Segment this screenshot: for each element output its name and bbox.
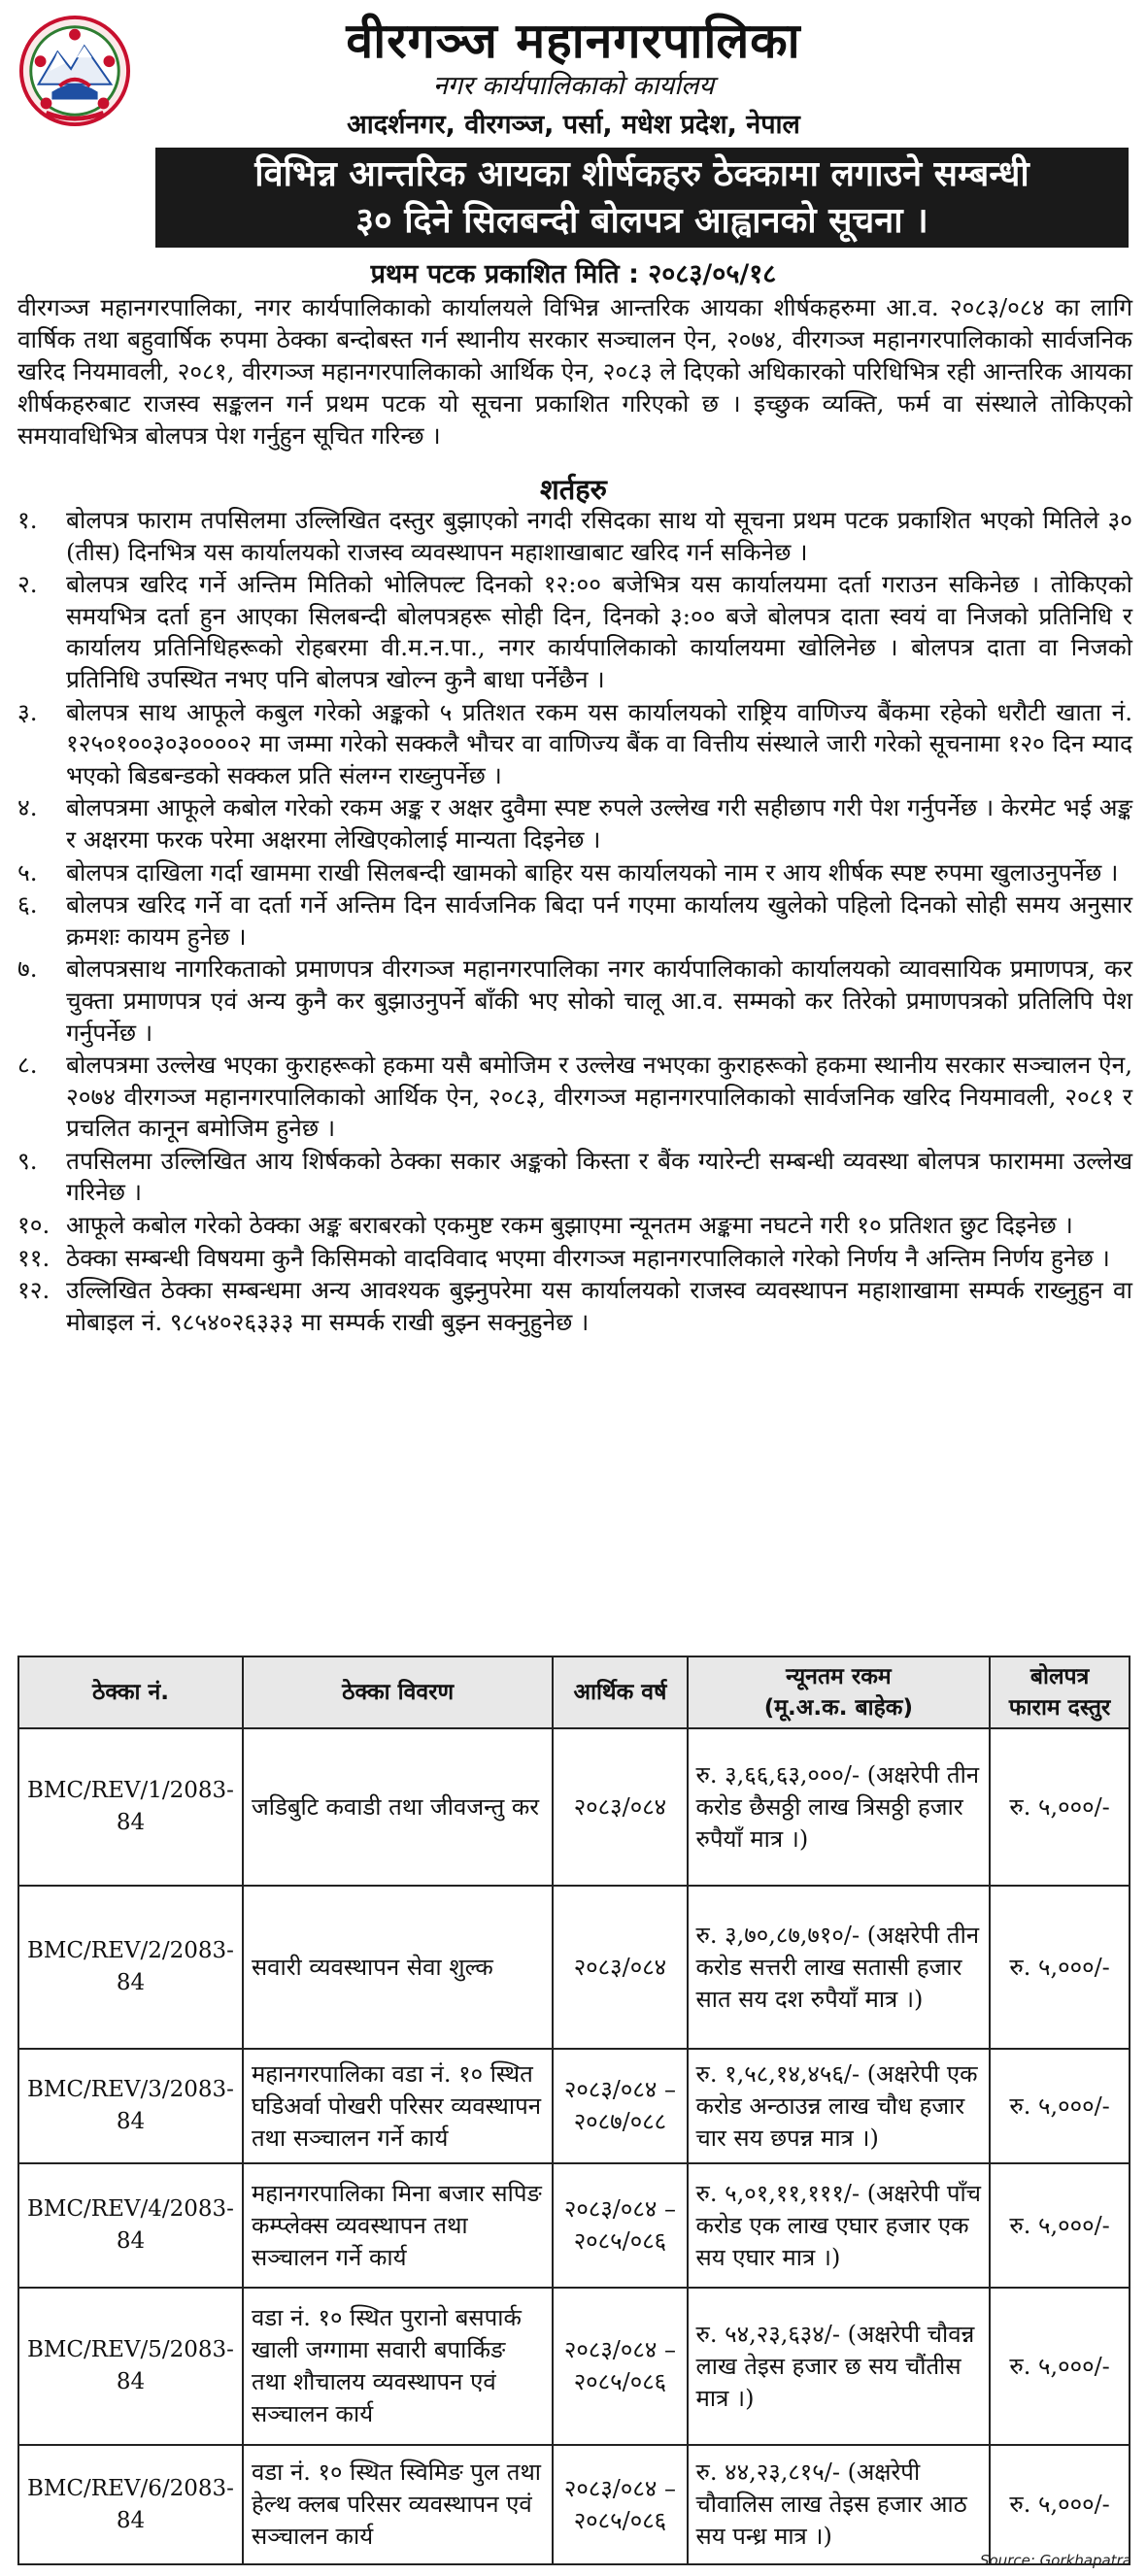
condition-number: ४. (17, 793, 38, 822)
min-amount: रु. १,५८,१४,४५६/- (अक्षरेपी एक करोड अन्ठाउन्न लाख चौध हजार चार सय छपन्न मात्र ।) (688, 2049, 991, 2163)
form-fee: रु. ५,०००/- (990, 2288, 1130, 2445)
min-amount: रु. ४४,२३,८१५/- (अक्षरेपी चौवालिस लाख तेइस हजार आठ सय पन्ध्र मात्र ।) (688, 2445, 991, 2564)
header-min-amount-line-2: (मू.अ.क. बाहेक) (763, 1695, 913, 1721)
form-fee: रु. ५,०००/- (990, 1886, 1130, 2049)
condition-item (17, 1050, 1132, 1145)
condition-item (17, 857, 1132, 889)
contract-no: BMC/REV/5/2083-84 (18, 2288, 243, 2445)
condition-number: ८. (17, 1051, 38, 1080)
form-fee: रु. ५,०००/- (990, 1728, 1130, 1886)
form-fee: रु. ५,०००/- (990, 2445, 1130, 2564)
conditions-list (17, 505, 1132, 1339)
condition-number: ११. (17, 1243, 51, 1272)
header-form-fee-line-1: बोलपत्र (1029, 1664, 1090, 1689)
condition-text: बोलपत्रमा आफूले कबोल गरेको रकम अङ्क र अक्षर दुवैमा स्पष्ट रुपले उल्लेख गरी सहीछाप गरी पेश गर्नुपर्नेछ । केरमेट भई अङ्क र अक्षरमा फरक परेमा अक्षरमा लेखिएकोलाई मान्यता दिइनेछ । (66, 793, 1132, 853)
contract-no: BMC/REV/2/2083-84 (18, 1886, 243, 2049)
contract-no: BMC/REV/3/2083-84 (18, 2049, 243, 2163)
condition-item (17, 1210, 1132, 1242)
condition-text: बोलपत्रमा उल्लेख भएका कुराहरूको हकमा यसै बमोजिम र उल्लेख नभएका कुराहरूको हकमा स्थानीय सरकार सञ्चालन ऐन, २०७४ वीरगञ्ज महानगरपालिकाको आर्थिक ऐन, २०८३, वीरगञ्ज महानगरपालिकाको सार्वजनिक खरिद नियमावली, २०८१ र प्रचलित कानून बमोजिम हुनेछ । (66, 1051, 1132, 1143)
condition-text: बोलपत्र फाराम तपसिलमा उल्लिखित दस्तुर बुझाएको नगदी रसिदका साथ यो सूचना प्रथम पटक प्रकाशित भएको मितिले ३० (तीस) दिनभित्र यस कार्यालयको राजस्व व्यवस्थापन महाशाखाबाट खरिद गर्न सकिनेछ । (66, 506, 1132, 566)
org-address: आदर्शनगर, वीरगञ्ज, पर्सा, मधेश प्रदेश, नेपाल (347, 110, 800, 140)
condition-text: बोलपत्र साथ आफूले कबुल गरेको अङ्कको ५ प्रतिशत रकम यस कार्यालयको राष्ट्रिय वाणिज्य बैंकमा रहेको धरौटी खाता नं. १२५०१००३०३००००२ मा जम्मा गरेको सक्कलै भौचर वा वाणिज्य बैंक वा वित्तीय संस्थाले जारी गरेको सूचनामा १२० दिन म्याद भएको बिडबन्डको सक्कल प्रति संलग्न राख्नुपर्नेछ । (66, 697, 1132, 789)
table-row (18, 1886, 1130, 2049)
contract-desc: वडा नं. १० स्थित पुरानो बसपार्क खाली जग्गामा सवारी बपार्किङ तथा शौचालय व्यवस्थापन एवं सञ्चालन कार्य (243, 2288, 553, 2445)
fiscal-year: २०८३/०८४ –२०८७/०८८ (553, 2049, 687, 2163)
header-contract-desc: ठेक्का विवरण (243, 1656, 553, 1728)
fiscal-year: २०८३/०८४ –२०८५/०८६ (553, 2445, 687, 2564)
notice-header (0, 0, 1147, 146)
contract-desc: वडा नं. १० स्थित स्विमिङ पुल तथा हेल्थ क्लब परिसर व्यवस्थापन एवं सञ्चालन कार्य (243, 2445, 553, 2564)
condition-number: १. (17, 506, 38, 534)
condition-item (17, 1146, 1132, 1209)
header-min-amount (688, 1656, 991, 1728)
header-form-fee-line-2: फाराम दस्तुर (1008, 1695, 1111, 1721)
header-min-amount-line-1: न्यूनतम रकम (786, 1664, 892, 1689)
table-row (18, 2288, 1130, 2445)
contract-desc: महानगरपालिका मिना बजार सपिङ कम्प्लेक्स व्यवस्थापन तथा सञ्चालन गर्ने कार्य (243, 2163, 553, 2288)
condition-item (17, 505, 1132, 568)
condition-text: बोलपत्र दाखिला गर्दा खाममा राखी सिलबन्दी खामको बाहिर यस कार्यालयको नाम र आय शीर्षक स्पष्ट रुपमा खुलाउनुपर्नेछ । (66, 857, 1119, 887)
condition-item (17, 1243, 1132, 1275)
intro-paragraph: वीरगञ्ज महानगरपालिका, नगर कार्यपालिकाको कार्यालयले विभिन्न आन्तरिक आयका शीर्षकहरुमा आ.व. २०८३/०८४ का लागि वार्षिक तथा बहुवार्षिक रुपमा ठेक्का बन्दोबस्त गर्न स्थानीय सरकार सञ्चालन ऐन, २०७४, वीरगञ्ज महानगरपालिकाको सार्वजनिक खरिद नियमावली, २०८१, वीरगञ्ज महानगरपालिकाको आर्थिक ऐन, २०८३ ले दिएको अधिकारको परिधिभित्र रही आन्तरिक आयका शीर्षकहरुबाट राजस्व सङ्कलन गर्न प्रथम पटक यो सूचना प्रकाशित गरिएको छ । इच्छुक व्यक्ति, फर्म वा संस्थाले तोकिएको समयावधिभित्र बोलपत्र पेश गर्नुहुन सूचित गरिन्छ । (17, 293, 1132, 450)
condition-number: ६. (17, 890, 38, 920)
min-amount: रु. ३,७०,८७,७१०/- (अक्षरेपी तीन करोड सत्तरी लाख सतासी हजार सात सय दश रुपैयाँ मात्र ।) (688, 1886, 991, 2049)
min-amount: रु. ५४,२३,६३४/- (अक्षरेपी चौवन्न लाख तेइस हजार छ सय चौंतीस मात्र ।) (688, 2288, 991, 2445)
condition-item (17, 792, 1132, 855)
org-name: वीरगञ्ज महानगरपालिका (346, 13, 801, 69)
contract-no: BMC/REV/1/2083-84 (18, 1728, 243, 1886)
condition-number: ९. (17, 1146, 38, 1175)
condition-text: उल्लिखित ठेक्का सम्बन्धमा अन्य आवश्यक बुझ्नुपरेमा यस कार्यालयको राजस्व व्यवस्थापन महाशाखामा सम्पर्क राख्नुहुन वा मोबाइल नं. ९८५४०२६३३३ मा सम्पर्क राखी बुझ्न सक्नुहुनेछ । (66, 1276, 1132, 1336)
condition-number: ७. (17, 954, 38, 984)
condition-text: बोलपत्र खरिद गर्ने वा दर्ता गर्ने अन्तिम दिन सार्वजनिक बिदा पर्न गएमा कार्यालय खुलेको पहिलो दिनको सोही समय अनुसार क्रमशः कायम हुनेछ । (66, 890, 1132, 951)
table-row (18, 2163, 1130, 2288)
contracts-table (17, 1656, 1130, 2565)
condition-item (17, 569, 1132, 695)
condition-item (17, 1275, 1132, 1338)
header-fiscal-year: आर्थिक वर्ष (553, 1656, 687, 1728)
fiscal-year: २०८३/०८४ –२०८५/०८६ (553, 2163, 687, 2288)
fiscal-year: २०८३/०८४ (553, 1728, 687, 1886)
condition-number: ५. (17, 857, 38, 887)
table-header-row (18, 1656, 1130, 1728)
condition-text: बोलपत्र खरिद गर्ने अन्तिम मितिको भोलिपल्ट दिनको १२:०० बजेभित्र यस कार्यालयमा दर्ता गराउन सकिनेछ । तोकिएको समयभित्र दर्ता हुन आएका सिलबन्दी बोलपत्रहरू सोही दिन, दिनको ३:०० बजे बोलपत्र दाता स्वयं वा निजको प्रतिनिधि र कार्यालय प्रतिनिधिहरूको रोहबरमा वी.म.न.पा., नगर कार्यपालिकाको कार्यालयमा खोलिनेछ । बोलपत्र दाता वा निजको प्रतिनिधि उपस्थित नभए पनि बोलपत्र खोल्न कुनै बाधा पर्नेछैन । (66, 570, 1132, 693)
condition-text: तपसिलमा उल्लिखित आय शिर्षकको ठेक्का सकार अङ्कको किस्ता र बैंक ग्यारेन्टी सम्बन्धी व्यवस्था बोलपत्र फाराममा उल्लेख गरिनेछ । (66, 1146, 1132, 1207)
fiscal-year: २०८३/०८४ –२०८५/०८६ (553, 2288, 687, 2445)
header-form-fee (990, 1656, 1130, 1728)
condition-number: १०. (17, 1211, 51, 1240)
fiscal-year: २०८३/०८४ (553, 1886, 687, 2049)
condition-item (17, 953, 1132, 1049)
source-credit: Source: Gorkhapatra (980, 2552, 1131, 2569)
conditions-heading: शर्तहरु (540, 473, 607, 506)
notice-title-line-2: ३० दिने सिलबन्दी बोलपत्र आह्वानको सूचना । (355, 201, 928, 241)
contract-desc: सवारी व्यवस्थापन सेवा शुल्क (243, 1886, 553, 2049)
condition-item (17, 697, 1132, 792)
org-office: नगर कार्यपालिकाको कार्यालय (432, 71, 715, 101)
contract-no: BMC/REV/6/2083-84 (18, 2445, 243, 2564)
form-fee: रु. ५,०००/- (990, 2163, 1130, 2288)
condition-item (17, 889, 1132, 953)
condition-text: ठेक्का सम्बन्धी विषयमा कुनै किसिमको वादविवाद भएमा वीरगञ्ज महानगरपालिकाले गरेको निर्णय नै अन्तिम निर्णय हुनेछ । (66, 1243, 1110, 1272)
table-row (18, 2445, 1130, 2564)
condition-number: १२. (17, 1276, 51, 1305)
contract-desc: जडिबुटि कवाडी तथा जीवजन्तु कर (243, 1728, 553, 1886)
notice-title-box (155, 148, 1129, 248)
table-row (18, 2049, 1130, 2163)
condition-number: २. (17, 570, 38, 599)
condition-number: ३. (17, 697, 38, 726)
condition-text: आफूले कबोल गरेको ठेक्का अङ्क बराबरको एकमुष्ट रकम बुझाएमा न्यूनतम अङ्कमा नघटने गरी १० प्रतिशत छुट दिइनेछ । (66, 1211, 1073, 1240)
condition-text: बोलपत्रसाथ नागरिकताको प्रमाणपत्र वीरगञ्ज महानगरपालिका नगर कार्यपालिकाको कार्यालयको व्यावसायिक प्रमाणपत्र, कर चुक्ता प्रमाणपत्र एवं अन्य कुनै कर बुझाउनुपर्ने बाँकी भए सोको चालू आ.व. सम्मको कर तिरेको प्रमाणपत्रको प्रतिलिपि पेश गर्नुपर्नेछ । (66, 954, 1132, 1047)
min-amount: रु. ३,६६,६३,०००/- (अक्षरेपी तीन करोड छैसठ्ठी लाख त्रिसठ्ठी हजार रुपैयाँ मात्र ।) (688, 1728, 991, 1886)
table-row (18, 1728, 1130, 1886)
contract-desc: महानगरपालिका वडा नं. १० स्थित घडिअर्वा पोखरी परिसर व्यवस्थापन तथा सञ्चालन गर्ने कार्य (243, 2049, 553, 2163)
header-contract-no: ठेक्का नं. (18, 1656, 243, 1728)
publication-date: प्रथम पटक प्रकाशित मिति : २०८३/०५/१८ (370, 259, 777, 289)
notice-title-line-1: विभिन्न आन्तरिक आयका शीर्षकहरु ठेक्कामा लगाउने सम्बन्धी (254, 154, 1029, 194)
min-amount: रु. ५,०१,११,१११/- (अक्षरेपी पाँच करोड एक लाख एघार हजार एक सय एघार मात्र ।) (688, 2163, 991, 2288)
contract-no: BMC/REV/4/2083-84 (18, 2163, 243, 2288)
form-fee: रु. ५,०००/- (990, 2049, 1130, 2163)
